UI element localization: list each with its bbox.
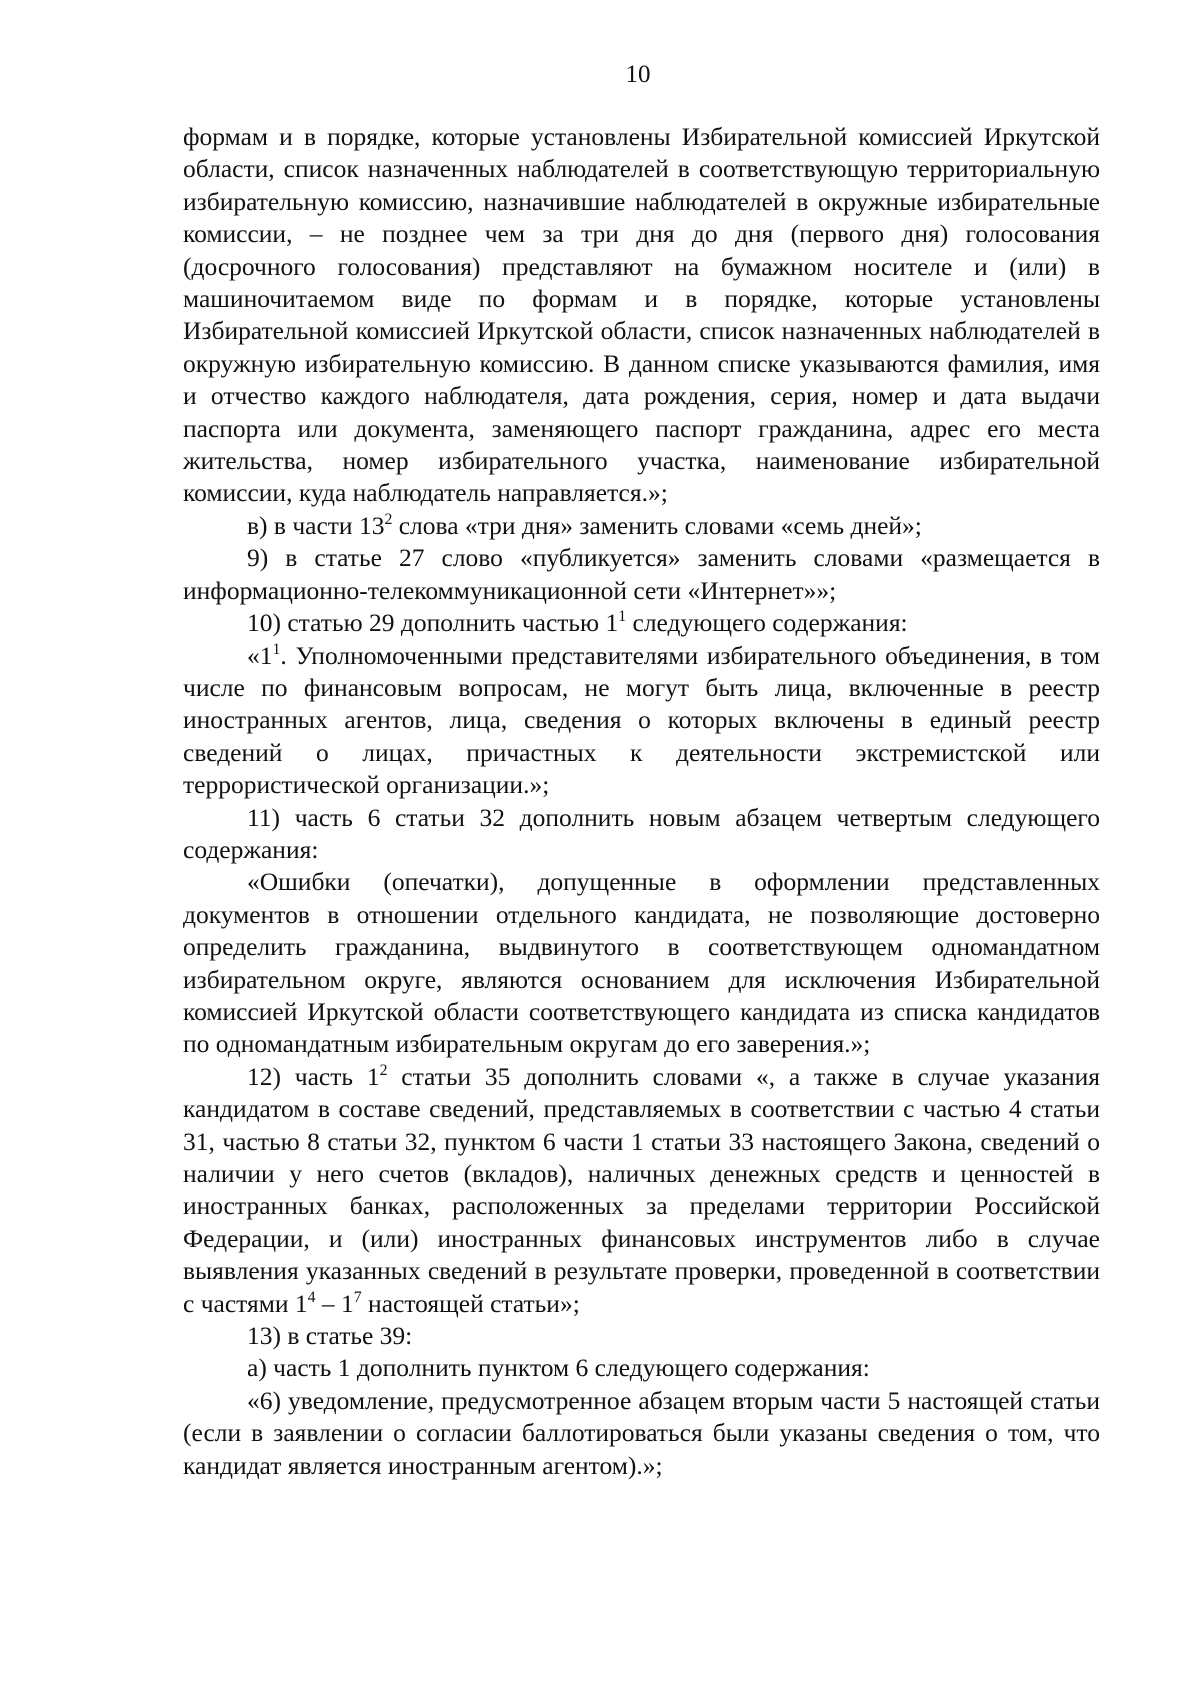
page-number: 10 (625, 61, 651, 88)
paragraph (183, 866, 1100, 1060)
paragraph-text: в) в части 13 (247, 510, 385, 540)
paragraph (183, 1385, 1100, 1482)
document-body (183, 121, 1100, 1482)
paragraph (183, 607, 1100, 639)
paragraph (183, 640, 1100, 802)
paragraph-text: «6) уведомление, предусмотренное абзацем вторым части 5 настоящей статьи (если в заявлении о согласии баллотироваться были указаны сведения о том, что кандидат является иностранным агентом).»; (183, 1385, 1100, 1480)
paragraph (183, 1352, 1100, 1384)
superscript: 7 (353, 1288, 362, 1306)
superscript: 1 (618, 608, 627, 626)
paragraph (183, 802, 1100, 867)
paragraph-text: следующего содержания: (626, 608, 908, 638)
paragraph-text: – 1 (315, 1288, 354, 1318)
superscript: 1 (272, 640, 281, 658)
paragraph (183, 1061, 1100, 1320)
superscript: 2 (379, 1061, 388, 1079)
paragraph-text: . Уполномоченными представителями избирательного объединения, в том числе по финансовым вопросам, не могут быть лица, включенные в реестр иностранных агентов, лица, сведения о которых включены в единый реестр сведений о лицах, причастных к деятельности экстремистской или террористической организации.»; (183, 640, 1100, 800)
paragraph-text: слова «три дня» заменить словами «семь дней»; (392, 510, 922, 540)
paragraph-text: «1 (247, 640, 273, 670)
paragraph-text: 12) часть 1 (247, 1061, 380, 1091)
superscript: 2 (384, 511, 393, 529)
paragraph (183, 510, 1100, 542)
paragraph (183, 1320, 1100, 1352)
paragraph-text: 10) статью 29 дополнить частью 1 (247, 608, 619, 638)
paragraph (183, 542, 1100, 607)
paragraph-text: 13) в статье 39: (247, 1321, 413, 1351)
paragraph-text: «Ошибки (опечатки), допущенные в оформлении представленных документов в отношении отдельного кандидата, не позволяющие достоверно определить гражданина, выдвинутого в соответствующем одномандатном избирательном округе, являются основанием для исключения Избирательной комиссией Иркутской области соответствующего кандидата из списка кандидатов по одномандатным избирательным округам до его заверения.»; (183, 867, 1100, 1059)
paragraph-text: формам и в порядке, которые установлены Избирательной комиссией Иркутской области, список назначенных наблюдателей в соответствующую территориальную избирательную комиссию, назначившие наблюдателей в окружные избирательные комиссии, – не позднее чем за три дня до дня (первого дня) голосования (досрочного голосования) представляют на бумажном носителе и (или) в машиночитаемом виде по формам и в порядке, которые установлены Избирательной комиссией Иркутской области, список назначенных наблюдателей в окружную избирательную комиссию. В данном списке указываются фамилия, имя и отчество каждого наблюдателя, дата рождения, серия, номер и дата выдачи паспорта или документа, заменяющего паспорт гражданина, адрес его места жительства, номер избирательного участка, наименование избирательной комиссии, куда наблюдатель направляется.»; (183, 122, 1100, 508)
paragraph-text: 9) в статье 27 слово «публикуется» заменить словами «размещается в информационно-телекоммуникационной сети «Интернет»»; (183, 543, 1100, 605)
paragraph-text: настоящей статьи»; (361, 1288, 580, 1318)
paragraph-text: статьи 35 дополнить словами «, а также в случае указания кандидатом в составе сведений, представляемых в соответствии с частью 4 статьи 31, частью 8 статьи 32, пунктом 6 части 1 статьи 33 настоящего Закона, сведений о наличии у него счетов (вкладов), наличных денежных средств и ценностей в иностранных банках, расположенных за пределами территории Российской Федерации, и (или) иностранных финансовых инструментов либо в случае выявления указанных сведений в результате проверки, проведенной в соответствии с частями 1 (183, 1061, 1100, 1318)
paragraph-text: а) часть 1 дополнить пунктом 6 следующего содержания: (247, 1353, 870, 1383)
superscript: 4 (307, 1288, 316, 1306)
paragraph-text: 11) часть 6 статьи 32 дополнить новым абзацем четвертым следующего содержания: (183, 802, 1100, 864)
paragraph (183, 121, 1100, 510)
